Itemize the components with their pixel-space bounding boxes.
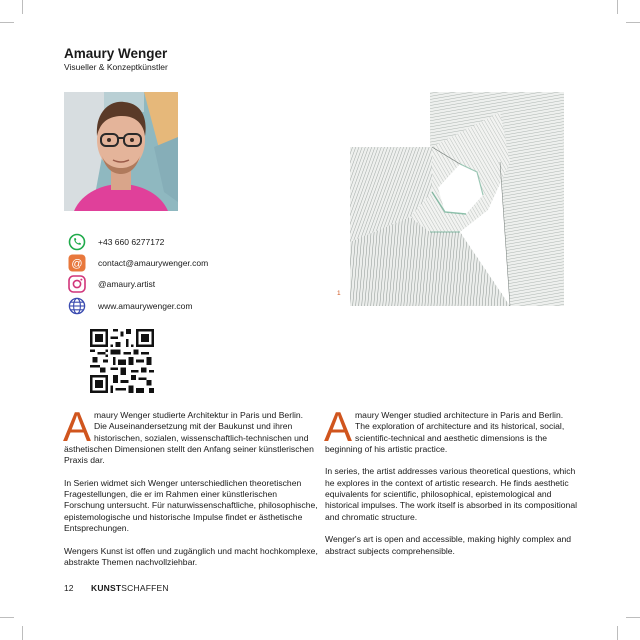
german-text-column xyxy=(63,403,318,579)
phone-icon xyxy=(68,233,86,251)
svg-text:@: @ xyxy=(71,258,83,270)
artwork-number: 1 xyxy=(337,290,341,297)
artist-role: Visueller & Konzeptkünstler xyxy=(64,62,168,72)
contact-website-text: www.amaurywenger.com xyxy=(98,301,193,311)
crop-mark xyxy=(626,22,640,23)
contact-phone[interactable] xyxy=(68,233,164,251)
dropcap-letter: A xyxy=(63,403,92,450)
crop-mark xyxy=(0,617,14,618)
at-icon xyxy=(68,254,86,272)
contact-website[interactable] xyxy=(68,297,192,315)
qr-code[interactable] xyxy=(90,329,154,393)
english-paragraph-1-text: maury Wenger studied architecture in Paris and Berlin. The exploration of architecture and its historical, social, scientific-technical and aesthetic dimensions is the beginning of his artistic practice. xyxy=(325,410,565,454)
crop-mark xyxy=(617,626,618,640)
footer-brand-rest: SCHAFFEN xyxy=(121,583,169,593)
german-paragraph-1-text: maury Wenger studierte Architektur in Paris und Berlin. Die Auseinandersetzung mit der Baukunst und ihren historischen, sozialen, wissenschaftlich-technischen und ästhetischen Dimensionen stellt den Anfang seiner künstlerischen Praxis dar. xyxy=(64,410,314,466)
page-number: 12 xyxy=(64,583,74,593)
footer-brand xyxy=(91,583,169,593)
crop-mark xyxy=(617,0,618,14)
contact-instagram[interactable] xyxy=(68,275,155,293)
german-paragraph-1 xyxy=(63,403,318,466)
artist-portrait xyxy=(64,92,178,211)
english-paragraph-3: Wenger's art is open and accessible, making highly complex and abstract subjects comprehensible. xyxy=(325,534,572,556)
artist-name: Amaury Wenger xyxy=(64,46,168,61)
crop-mark xyxy=(22,0,23,14)
contact-instagram-text: @amaury.artist xyxy=(98,279,156,289)
crop-mark xyxy=(0,22,14,23)
german-paragraph-2: In Serien widmet sich Wenger unterschiedlichen theoretischen Fragestellungen, die er im Rahmen einer künstlerischen Forschung untersucht. Für naturwissenschaftliche, philosophische, epistemologische und historische Impulse findet er ästhetische Entsprechungen. xyxy=(64,477,318,533)
german-paragraph-3: Wengers Kunst ist offen und zugänglich und macht hochkomplexe, abstrakte Themen nachvollziehbar. xyxy=(64,545,318,567)
crop-mark xyxy=(626,617,640,618)
footer-brand-bold: KUNST xyxy=(91,583,122,593)
contact-email[interactable] xyxy=(68,254,208,272)
artwork-image xyxy=(350,92,564,306)
dropcap-letter: A xyxy=(324,403,353,450)
instagram-icon xyxy=(68,275,86,293)
english-text-column xyxy=(324,403,579,568)
globe-icon xyxy=(68,297,86,315)
english-paragraph-2: In series, the artist addresses various theoretical questions, which he explores in the context of artistic research. He finds aesthetic equivalents for scientific, philosophical, epistemological and historical impulses. The work itself is absorbed in its compositional and chromatic structure. xyxy=(325,466,578,522)
contact-email-text: contact@amaurywenger.com xyxy=(98,258,209,268)
english-paragraph-1 xyxy=(324,403,579,455)
contact-phone-text: +43 660 6277172 xyxy=(98,237,165,247)
crop-mark xyxy=(22,626,23,640)
